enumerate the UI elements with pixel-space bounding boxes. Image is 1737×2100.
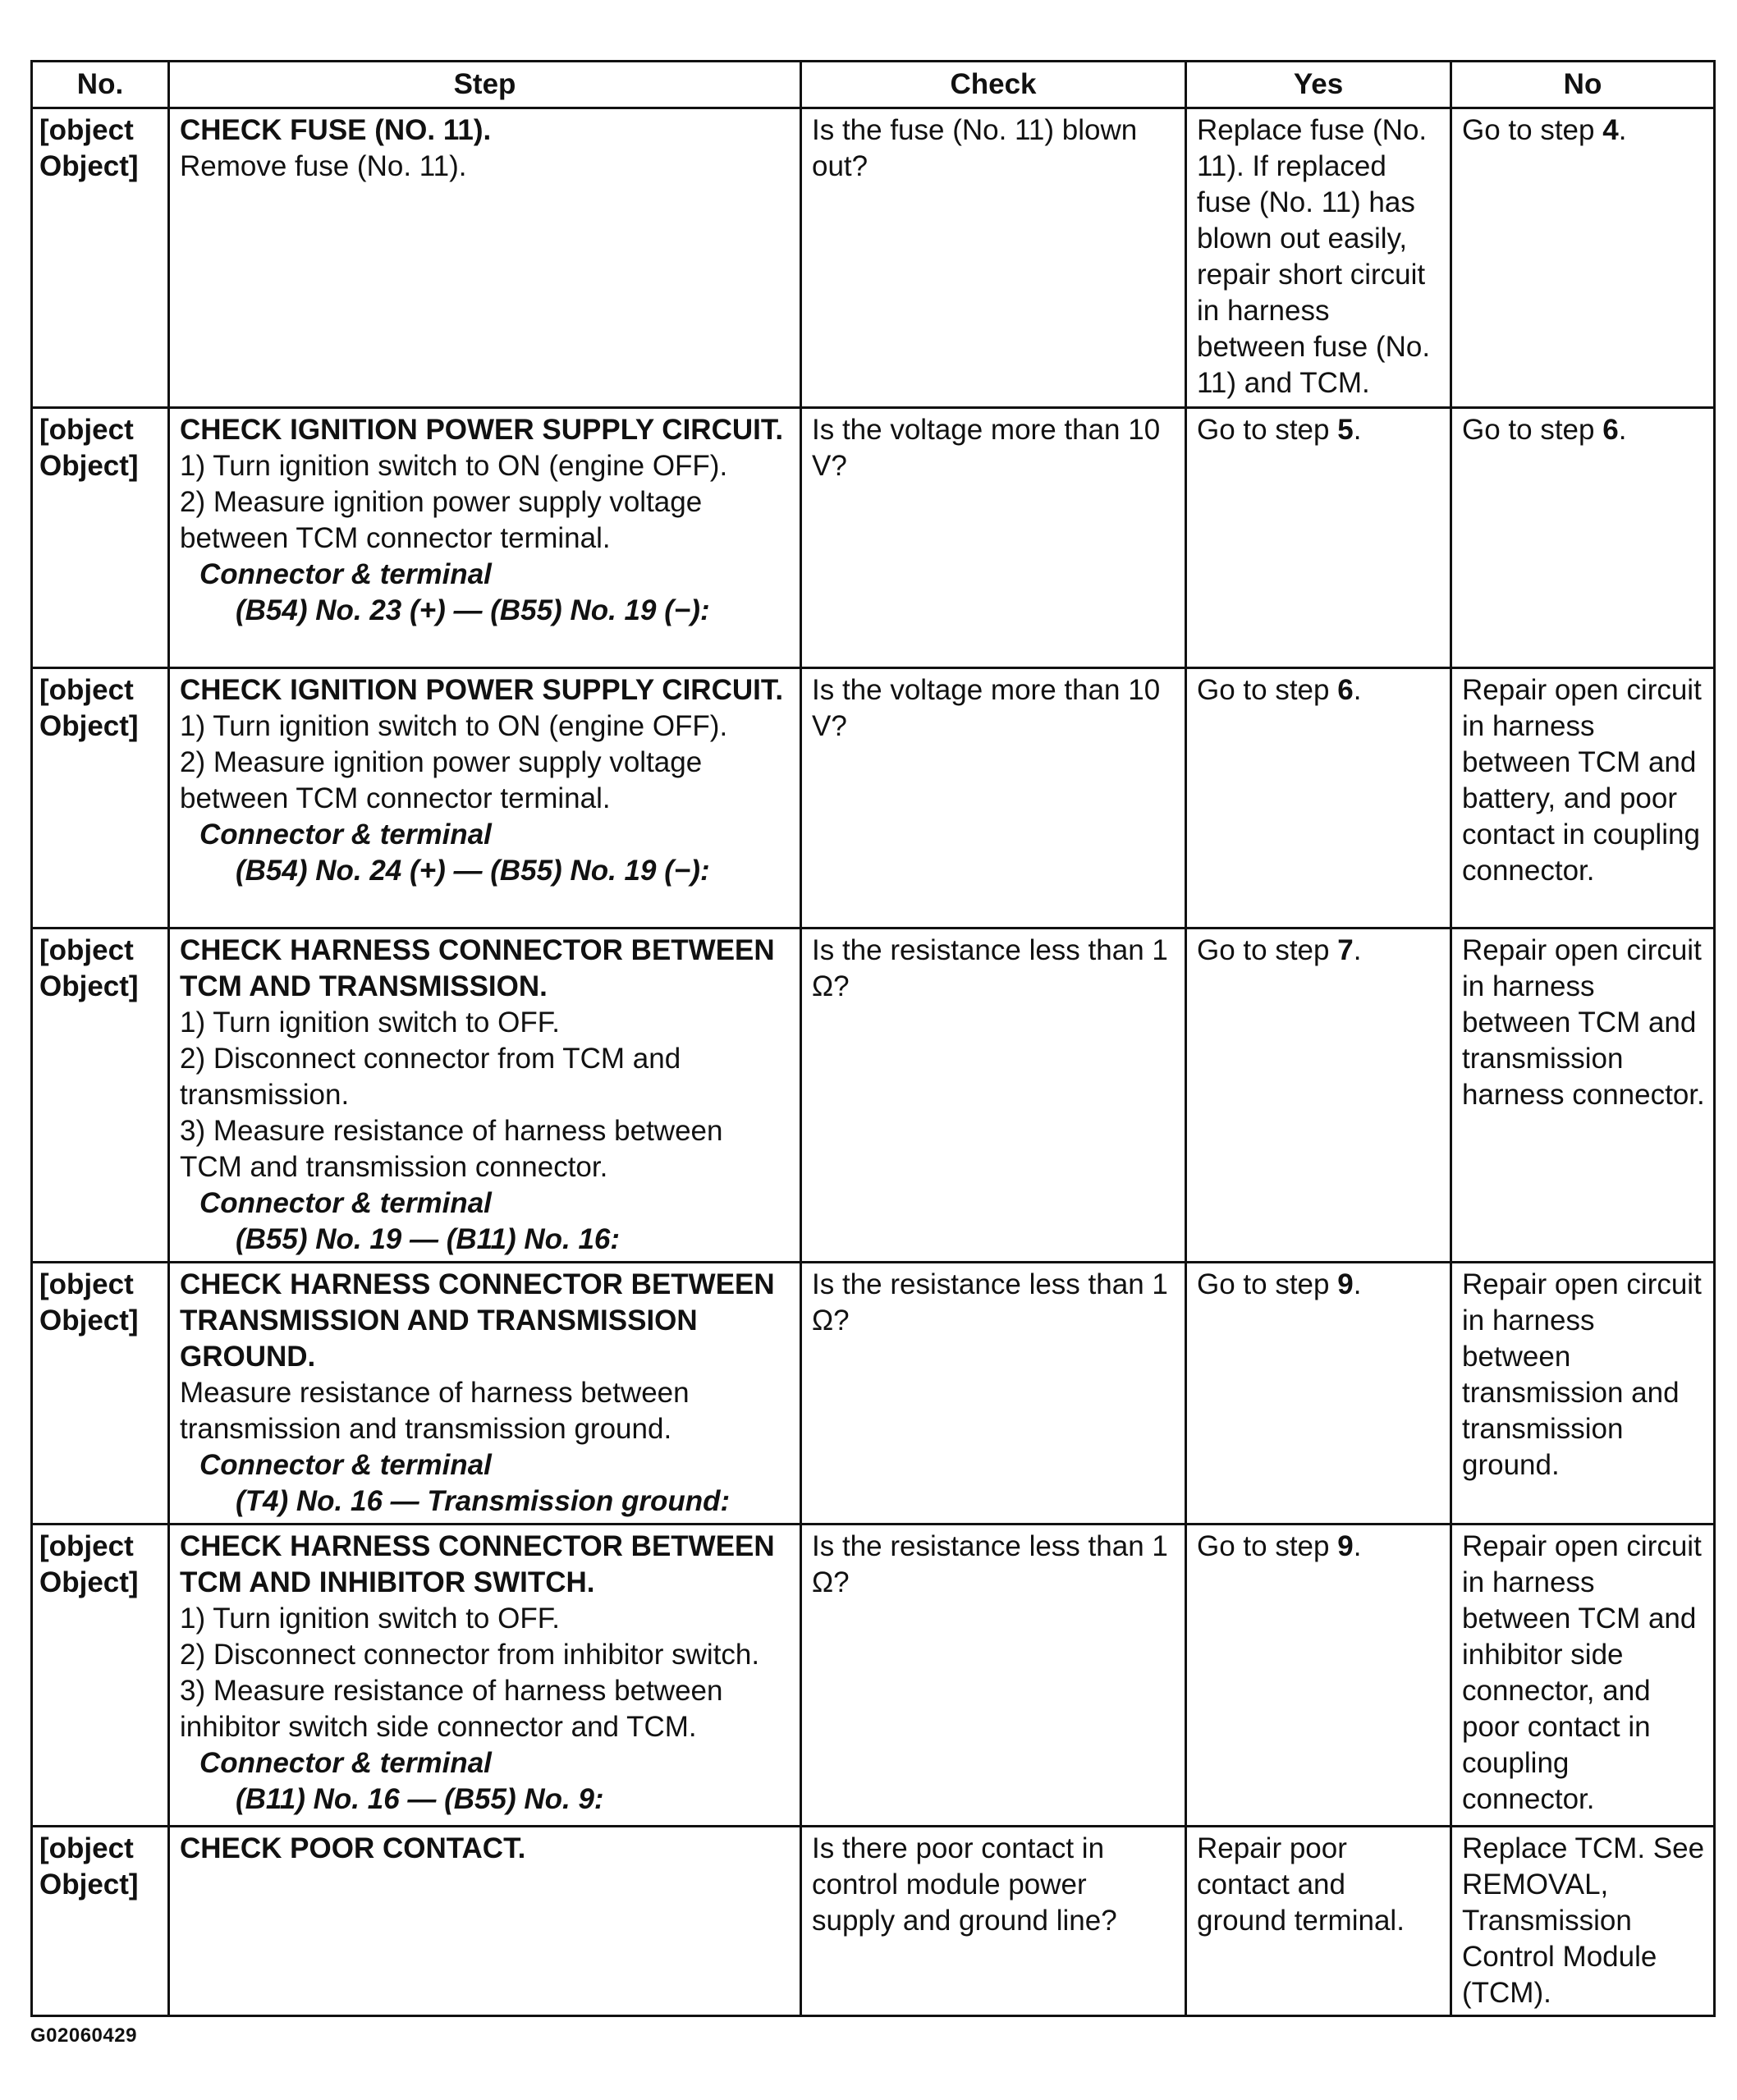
step-number: [object Object]: [32, 1263, 169, 1525]
no-action: [1451, 108, 1715, 408]
step-reference-suffix: .: [1353, 414, 1362, 446]
no-action: [1451, 1263, 1715, 1525]
yes-action-text: Go to step: [1197, 1530, 1338, 1562]
no-action-text: Go to step: [1462, 414, 1603, 446]
step-instruction: 3) Measure resistance of harness between inhibitor switch side connector and TCM.: [180, 1675, 723, 1743]
no-action-text: Replace TCM. See REMOVAL, Transmission Control Module (TCM).: [1462, 1832, 1705, 2009]
header-check: Check: [801, 62, 1186, 108]
step-cell: [169, 408, 801, 668]
step-reference-suffix: .: [1618, 114, 1627, 146]
step-instruction: 1) Turn ignition switch to OFF.: [180, 1603, 560, 1635]
step-cell: [169, 1525, 801, 1827]
step-reference: 9: [1337, 1530, 1354, 1562]
check-question: Is the fuse (No. 11) blown out?: [801, 108, 1186, 408]
no-action-text: Repair open circuit in harness between TCM and battery, and poor contact in coupling connector.: [1462, 674, 1702, 887]
no-action-text: Repair open circuit in harness between TCM and inhibitor side connector, and poor contact in coupling connector.: [1462, 1530, 1702, 1815]
step-title: CHECK IGNITION POWER SUPPLY CIRCUIT.: [180, 414, 784, 446]
step-reference: 6: [1337, 674, 1354, 706]
check-question: Is there poor contact in control module power supply and ground line?: [801, 1827, 1186, 2016]
step-reference-suffix: .: [1353, 674, 1362, 706]
step-title: CHECK IGNITION POWER SUPPLY CIRCUIT.: [180, 674, 784, 706]
header-step: Step: [169, 62, 801, 108]
step-reference: 6: [1602, 414, 1619, 446]
connector-terminals: (B55) No. 19 — (B11) No. 16:: [236, 1223, 621, 1255]
step-title: CHECK HARNESS CONNECTOR BETWEEN TRANSMISSION AND TRANSMISSION GROUND.: [180, 1268, 775, 1373]
no-action: [1451, 408, 1715, 668]
step-cell: [169, 668, 801, 928]
step-instruction: 2) Disconnect connector from TCM and transmission.: [180, 1043, 681, 1111]
step-instruction: 3) Measure resistance of harness between TCM and transmission connector.: [180, 1115, 723, 1183]
table-row: [32, 108, 1715, 408]
step-instruction: 1) Turn ignition switch to ON (engine OFF).: [180, 710, 728, 742]
header-no: No.: [32, 62, 169, 108]
step-cell: [169, 928, 801, 1263]
step-title: CHECK HARNESS CONNECTOR BETWEEN TCM AND INHIBITOR SWITCH.: [180, 1530, 775, 1598]
yes-action: [1186, 668, 1451, 928]
step-title: CHECK FUSE (NO. 11).: [180, 114, 492, 146]
step-reference-suffix: .: [1618, 414, 1627, 446]
check-question: Is the voltage more than 10 V?: [801, 408, 1186, 668]
step-instruction: 2) Measure ignition power supply voltage between TCM connector terminal.: [180, 746, 703, 814]
step-instruction: 2) Measure ignition power supply voltage between TCM connector terminal.: [180, 486, 703, 554]
yes-action-text: Go to step: [1197, 674, 1338, 706]
step-number: [object Object]: [32, 928, 169, 1263]
no-action-text: Go to step: [1462, 114, 1603, 146]
connector-label: Connector & terminal: [199, 558, 492, 590]
connector-label: Connector & terminal: [199, 1747, 492, 1779]
step-instruction: Remove fuse (No. 11).: [180, 150, 467, 182]
yes-action: [1186, 1525, 1451, 1827]
header-yes: Yes: [1186, 62, 1451, 108]
check-question: Is the resistance less than 1 Ω?: [801, 1263, 1186, 1525]
step-number: [object Object]: [32, 1827, 169, 2016]
step-instruction: 2) Disconnect connector from inhibitor switch.: [180, 1639, 760, 1671]
step-number: [object Object]: [32, 668, 169, 928]
yes-action: [1186, 1827, 1451, 2016]
connector-terminals: (B54) No. 23 (+) — (B55) No. 19 (−):: [236, 594, 710, 626]
no-action: [1451, 1827, 1715, 2016]
check-question: Is the resistance less than 1 Ω?: [801, 1525, 1186, 1827]
check-question: Is the voltage more than 10 V?: [801, 668, 1186, 928]
step-reference: 7: [1337, 934, 1354, 966]
step-cell: [169, 108, 801, 408]
yes-action: [1186, 1263, 1451, 1525]
check-question: Is the resistance less than 1 Ω?: [801, 928, 1186, 1263]
step-reference-suffix: .: [1353, 1530, 1362, 1562]
yes-action-text: Go to step: [1197, 1268, 1338, 1300]
no-action: [1451, 1525, 1715, 1827]
step-title: CHECK POOR CONTACT.: [180, 1832, 526, 1864]
step-reference: 5: [1337, 414, 1354, 446]
connector-label: Connector & terminal: [199, 1449, 492, 1481]
table-row: [32, 408, 1715, 668]
connector-label: Connector & terminal: [199, 818, 492, 851]
table-body: [32, 108, 1715, 2016]
table-row: [32, 928, 1715, 1263]
connector-terminals: (B11) No. 16 — (B55) No. 9:: [236, 1783, 604, 1815]
table-row: [32, 668, 1715, 928]
header-row: [32, 62, 1715, 108]
table-row: [32, 1525, 1715, 1827]
step-number: [object Object]: [32, 1525, 169, 1827]
step-reference-suffix: .: [1353, 1268, 1362, 1300]
connector-terminals: (T4) No. 16 — Transmission ground:: [236, 1485, 731, 1517]
no-action: [1451, 928, 1715, 1263]
step-instruction: 1) Turn ignition switch to ON (engine OFF).: [180, 450, 728, 482]
step-cell: [169, 1827, 801, 2016]
document-code: G02060429: [30, 2024, 137, 2047]
step-cell: [169, 1263, 801, 1525]
yes-action: [1186, 108, 1451, 408]
no-action: [1451, 668, 1715, 928]
yes-action: [1186, 928, 1451, 1263]
connector-terminals: (B54) No. 24 (+) — (B55) No. 19 (−):: [236, 855, 710, 887]
step-number: [object Object]: [32, 108, 169, 408]
diagnostic-procedure-table: [30, 60, 1716, 2017]
step-reference: 9: [1337, 1268, 1354, 1300]
header-no-result: No: [1451, 62, 1715, 108]
step-number: [object Object]: [32, 408, 169, 668]
table-row: [32, 1263, 1715, 1525]
yes-action-text: Replace fuse (No. 11). If replaced fuse (No. 11) has blown out easily, repair short circuit in harness between fuse (No. 11) and TCM.: [1197, 114, 1431, 399]
step-reference-suffix: .: [1353, 934, 1362, 966]
yes-action-text: Go to step: [1197, 414, 1338, 446]
yes-action-text: Repair poor contact and ground terminal.: [1197, 1832, 1405, 1937]
no-action-text: Repair open circuit in harness between transmission and transmission ground.: [1462, 1268, 1702, 1481]
table-row: [32, 1827, 1715, 2016]
yes-action: [1186, 408, 1451, 668]
yes-action-text: Go to step: [1197, 934, 1338, 966]
step-reference: 4: [1602, 114, 1619, 146]
step-instruction: Measure resistance of harness between transmission and transmission ground.: [180, 1377, 690, 1445]
no-action-text: Repair open circuit in harness between TCM and transmission harness connector.: [1462, 934, 1705, 1111]
connector-label: Connector & terminal: [199, 1187, 492, 1219]
step-title: CHECK HARNESS CONNECTOR BETWEEN TCM AND TRANSMISSION.: [180, 934, 775, 1002]
step-instruction: 1) Turn ignition switch to OFF.: [180, 1006, 560, 1039]
